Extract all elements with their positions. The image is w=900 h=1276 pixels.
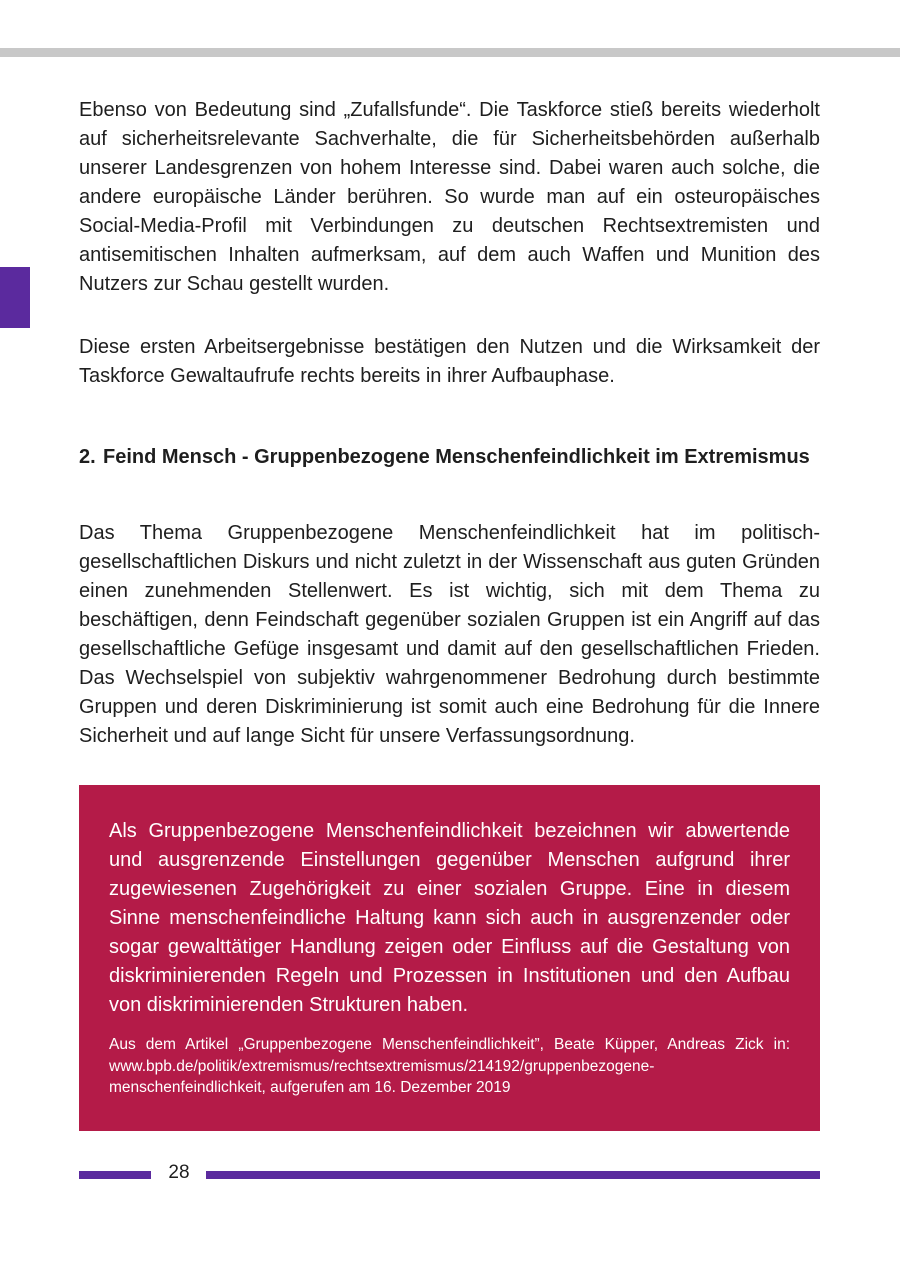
- footer-bar-left: [79, 1171, 151, 1179]
- chapter-side-tab: [0, 267, 30, 328]
- section-number: 2.: [79, 446, 96, 468]
- paragraph-gmf-intro: Das Thema Gruppenbezogene Menschenfeindlichkeit hat im politisch-gesellschaftlichen Diskurs und nicht zuletzt in der Wissenschaft aus guten Gründen einen zunehmenden Stellenwert. Es ist wichtig, sich mit dem Thema zu beschäftigen, denn Feindschaft gegenüber sozialen Gruppen ist ein Angriff auf das gesellschaftliche Gefüge insgesamt und damit auf den gesellschaftlichen Frieden. Das Wechselspiel von subjektiv wahrgenommener Bedrohung durch bestimmte Gruppen und deren Diskriminierung ist somit auch eine Bedrohung für die Innere Sicherheit und auf lange Sicht für unsere Verfassungsordnung.: [79, 522, 820, 747]
- source-citation: Aus dem Artikel „Gruppenbezogene Menschenfeindlichkeit”, Beate Küpper, Andreas Zick in: www.bpb.de/politik/extremismus/rechtsextremismus/214192/gruppenbezogene-menschenfeindlichkeit, aufgerufen am 16. Dezember 2019: [109, 1036, 790, 1096]
- top-rule: [0, 48, 900, 57]
- section-title: Feind Mensch - Gruppenbezogene Menschenfeindlichkeit im Extremismus: [103, 446, 810, 468]
- section-heading: [79, 443, 820, 472]
- paragraph-zufallsfunde: Ebenso von Bedeutung sind „Zufallsfunde“. Die Taskforce stieß bereits wiederholt auf sicherheitsrelevante Sachverhalte, die für Sicherheitsbehörden außerhalb unserer Landesgrenzen von hohem Interesse sind. Dabei waren auch solche, die andere europäische Länder berühren. So wurde man auf ein osteuropäisches Social-Media-Profil mit Verbindungen zu deutschen Rechtsextremisten und antisemitischen Inhalten aufmerksam, auf dem auch Waffen und Munition des Nutzers zur Schau gestellt wurden.: [79, 99, 820, 295]
- page-number: 28: [168, 1162, 190, 1183]
- footer-bar-right: [206, 1171, 820, 1179]
- definition-callout-box: [79, 785, 820, 1131]
- definition-text: Als Gruppenbezogene Menschenfeindlichkeit bezeichnen wir abwertende und ausgrenzende Einstellungen gegenüber Menschen aufgrund ihrer zugewiesenen Zugehörigkeit zu einer sozialen Gruppe. Eine in diesem Sinne menschenfeindliche Haltung kann sich auch in ausgrenzender oder sogar gewalttätiger Handlung zeigen oder Einfluss auf die Gestaltung von diskriminierenden Regeln und Prozessen in Institutionen und den Aufbau von diskriminierenden Strukturen haben.: [109, 820, 790, 1016]
- paragraph-arbeitsergebnisse: Diese ersten Arbeitsergebnisse bestätigen den Nutzen und die Wirksamkeit der Taskforce Gewaltaufrufe rechts bereits in ihrer Aufbauphase.: [79, 336, 820, 387]
